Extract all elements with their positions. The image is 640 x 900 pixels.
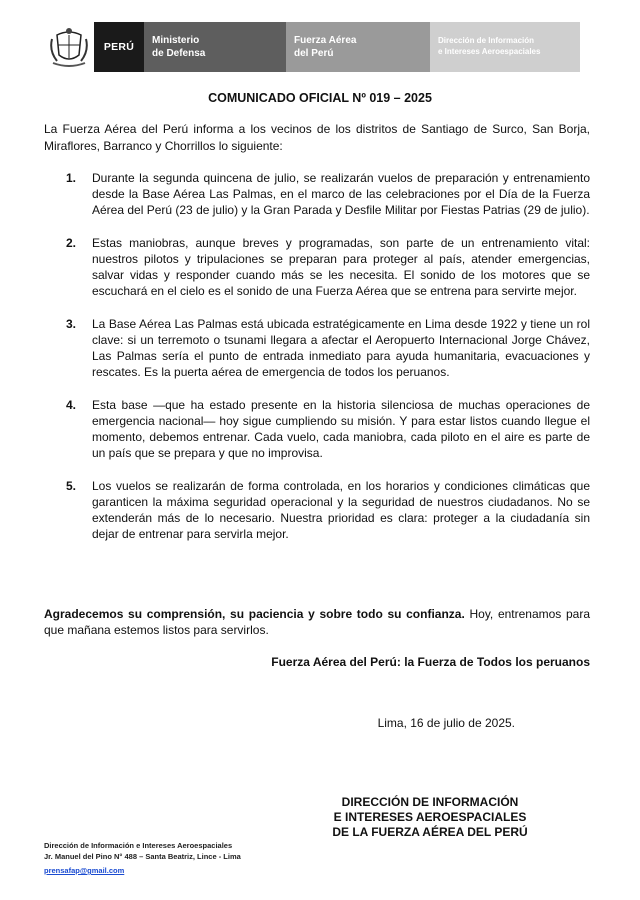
intro-paragraph: La Fuerza Aérea del Perú informa a los vecinos de los distritos de Santiago de Surco, San Borja, Miraflores, Barranco y Chorrillos lo siguiente:: [44, 122, 590, 153]
list-item-text: Estas maniobras, aunque breves y programadas, son parte de un entrenamiento vital: nuestros pilotos y tripulaciones se preparan para proteger al país, atender emergencias, salvar vidas y responder cuando más se les necesita. El sonido de los motores que se escuchará en el cielo es el sonido de una Fuerza Aérea que se entrena para servirte mejor.: [92, 236, 590, 298]
slogan: Fuerza Aérea del Perú: la Fuerza de Todos los peruanos: [271, 655, 590, 669]
banner-fap: [286, 22, 430, 72]
list-item-text: Los vuelos se realizarán de forma controlada, en los horarios y condiciones climáticas que garanticen la máxima seguridad operacional y la seguridad de nuestros ciudadanos. No se extenderán más de lo necesario. Nuestra prioridad es clara: proteger a la ciudadanía sin dejar de entrenar para servirla mejor.: [92, 479, 590, 541]
banner-fap-line2: del Perú: [294, 48, 334, 59]
footer-email-link[interactable]: prensafap@gmail.com: [44, 866, 125, 875]
signature-line2: E INTERESES AEROESPACIALES: [333, 810, 527, 824]
list-item-number: 1.: [66, 171, 77, 185]
signature-line1: DIRECCIÓN DE INFORMACIÓN: [341, 795, 519, 809]
list-item-text: La Base Aérea Las Palmas está ubicada estratégicamente en Lima desde 1922 y tiene un rol clave: si un terremoto o tsunami llegara a afectar el Aeropuerto Internacional Jorge Chávez, Las Palmas sería el punto de entrada inmediato para ayuda humanitaria, evacuaciones y rescates. Es la puerta aérea de emergencia de todos los peruanos.: [92, 317, 590, 379]
coat-of-arms-emblem-icon: [44, 22, 94, 72]
letterhead-banner: [44, 22, 580, 72]
thanks-paragraph: [44, 606, 590, 638]
footer-contact: [44, 840, 241, 876]
banner-direction: [430, 22, 580, 72]
list-item-number: 4.: [66, 398, 77, 412]
banner-fap-line1: Fuerza Aérea: [294, 34, 357, 46]
thanks-rest-text: Hoy, entrenamos para que mañana estemos listos para servirlos.: [44, 607, 590, 637]
list-item-text: Esta base —que ha estado presente en la historia silenciosa de muchas operaciones de emergencia nacional— hoy sigue cumpliendo su misión. Y para estar listos cuando llegue el momento, debemos entrenar. Cada vuelo, cada maniobra, cada piloto en el aire es parte de un país que se prepara y que no improvisa.: [92, 398, 590, 460]
list-item: [44, 478, 590, 542]
list-item: [44, 235, 590, 299]
banner-peru-text: PERÚ: [103, 40, 135, 53]
list-item-number: 5.: [66, 479, 77, 493]
list-item: [44, 316, 590, 380]
banner-ministry-line1: Ministerio: [152, 34, 200, 46]
list-item-number: 3.: [66, 317, 77, 331]
banner-direction-line1: Dirección de Información: [438, 36, 535, 46]
list-item: [44, 170, 590, 218]
footer-line1: Dirección de Información e Intereses Aeroespaciales: [44, 841, 233, 850]
signature-block: [0, 795, 640, 840]
list-item-text: Durante la segunda quincena de julio, se realizarán vuelos de preparación y entrenamiento desde la Base Aérea Las Palmas, en el marco de las celebraciones por el Día de la Fuerza Aérea del Perú (23 de julio) y la Gran Parada y Desfile Militar por Fiestas Patrias (29 de julio).: [92, 171, 590, 217]
numbered-list: [44, 170, 590, 559]
signature-line3: DE LA FUERZA AÉREA DEL PERÚ: [332, 825, 528, 839]
list-item-number: 2.: [66, 236, 77, 250]
banner-direction-line2: e Intereses Aeroespaciales: [438, 47, 541, 56]
thanks-bold-text: Agradecemos su comprensión, su paciencia y sobre todo su confianza.: [44, 607, 465, 621]
banner-peru: [94, 22, 144, 72]
banner-ministry-line2: de Defensa: [152, 48, 206, 59]
footer-line2: Jr. Manuel del Pino N° 488 – Santa Beatriz, Lince - Lima: [44, 852, 241, 861]
list-item: [44, 397, 590, 461]
document-date: Lima, 16 de julio de 2025.: [377, 716, 515, 730]
document-title: COMUNICADO OFICIAL Nº 019 – 2025: [208, 91, 432, 105]
banner-ministry: [144, 22, 286, 72]
